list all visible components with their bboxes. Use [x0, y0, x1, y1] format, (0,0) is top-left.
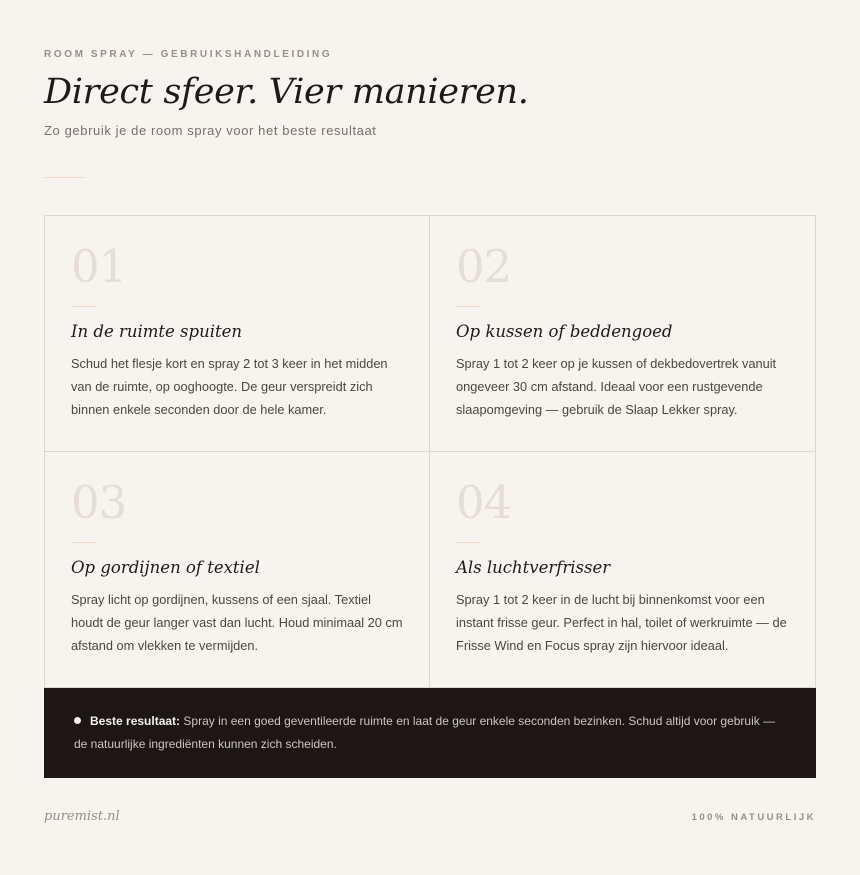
page-subtitle: Zo gebruik je de room spray voor het beste resultaat — [44, 123, 377, 138]
step-title: Als luchtverfrisser — [456, 557, 611, 577]
header-divider — [44, 177, 85, 178]
step-number: 04 — [456, 475, 512, 529]
step-description: Spray 1 tot 2 keer in de lucht bij binnenkomst voor een instant frisse geur. Perfect in hal, toilet of werkruimte — de Frisse Wind en Focus spray zijn hiervoor ideaal. — [456, 591, 787, 653]
step-accent-line — [71, 542, 96, 543]
step-description: Spray 1 tot 2 keer op je kussen of dekbedovertrek vanuit ongeveer 30 cm afstand. Ideaal voor een rustgevende slaapomgeving — gebruik de Slaap Lekker spray. — [456, 356, 777, 417]
footer-tagline: 100% NATUURLIJK — [691, 812, 816, 823]
step-number: 03 — [71, 475, 127, 529]
step-title: Op gordijnen of textiel — [71, 557, 260, 577]
step-card-3 — [45, 452, 430, 688]
bullet-icon — [74, 717, 81, 724]
eyebrow-label: ROOM SPRAY — GEBRUIKSHANDLEIDING — [44, 49, 333, 60]
page-title: Direct sfeer. Vier manieren. — [44, 72, 529, 112]
banner-text: Spray in een goed geventileerde ruimte en laat de geur enkele seconden bezinken. Schud altijd voor gebruik — de natuurlijke ingrediënten kunnen zich scheiden. — [74, 714, 776, 751]
step-card-1 — [45, 216, 430, 452]
step-description: Schud het flesje kort en spray 2 tot 3 keer in het midden van de ruimte, op ooghoogte. De geur verspreidt zich binnen enkele seconden door de hele kamer. — [71, 356, 388, 417]
step-card-4 — [430, 452, 815, 688]
step-accent-line — [71, 306, 96, 307]
step-card-2 — [430, 216, 815, 452]
best-result-banner — [44, 688, 816, 778]
footer-website: puremist.nl — [44, 809, 120, 824]
step-title: Op kussen of beddengoed — [456, 322, 673, 341]
step-accent-line — [456, 306, 481, 307]
step-title: In de ruimte spuiten — [71, 322, 242, 341]
steps-grid — [44, 215, 816, 688]
step-number: 01 — [71, 240, 127, 293]
step-number: 02 — [456, 240, 512, 293]
step-description: Spray licht op gordijnen, kussens of een sjaal. Textiel houdt de geur langer vast dan lucht. Houd minimaal 20 cm afstand om vlekken te vermijden. — [71, 591, 403, 653]
banner-label: Beste resultaat: — [90, 714, 181, 728]
step-accent-line — [456, 542, 481, 543]
